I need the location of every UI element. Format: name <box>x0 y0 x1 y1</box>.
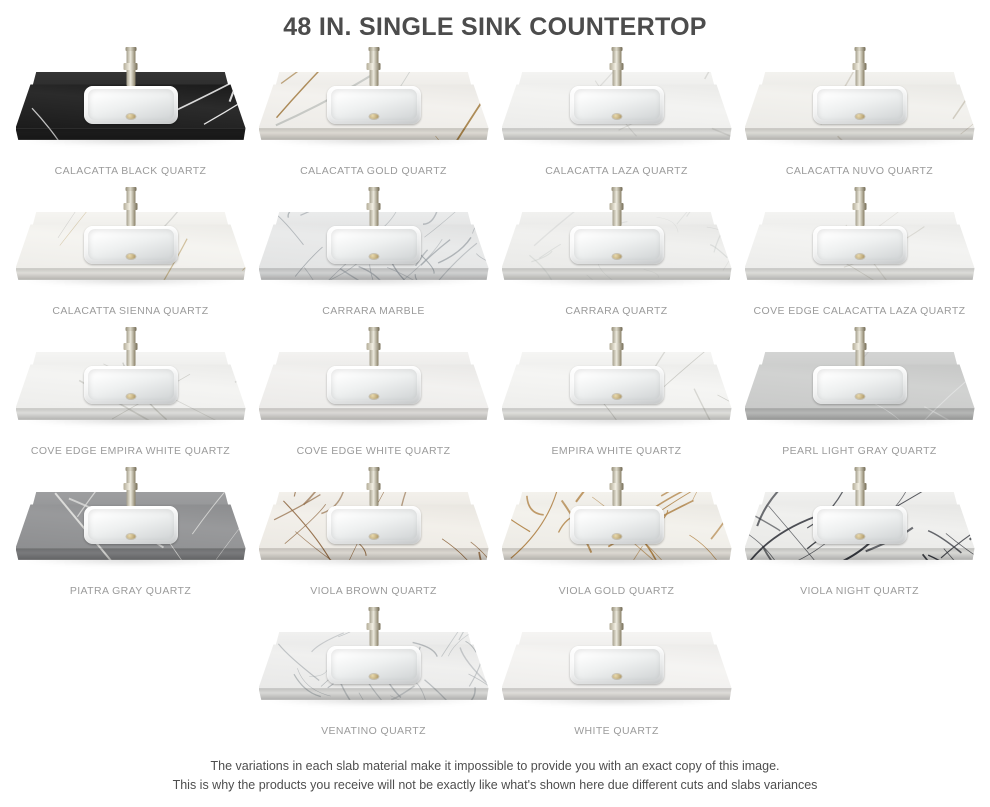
countertop-image <box>745 50 975 150</box>
faucet-collar <box>367 203 381 210</box>
faucet-icon <box>369 470 378 506</box>
sink-basin <box>570 226 664 264</box>
faucet-icon <box>369 610 378 646</box>
sink-basin <box>813 86 907 124</box>
sink-basin <box>327 226 421 264</box>
countertop-image <box>745 470 975 570</box>
product-tile[interactable] <box>9 50 252 190</box>
drain-icon <box>126 114 135 119</box>
disclaimer-line-1: The variations in each slab material make it impossible to provide you with an exact copy of this image. <box>210 759 780 773</box>
catalog-page <box>0 13 990 807</box>
faucet-collar <box>124 63 138 70</box>
product-label: VIOLA BROWN QUARTZ <box>310 585 437 597</box>
sink-basin <box>84 366 178 404</box>
sink-basin <box>813 506 907 544</box>
product-tile[interactable] <box>9 470 252 610</box>
sink-basin <box>327 646 421 684</box>
faucet-collar <box>610 483 624 490</box>
disclaimer <box>0 757 990 795</box>
countertop-image <box>16 50 246 150</box>
faucet-icon <box>369 330 378 366</box>
product-label: CALACATTA LAZA QUARTZ <box>545 165 688 177</box>
countertop-image <box>745 190 975 290</box>
faucet-icon <box>126 190 135 226</box>
sink-basin <box>813 366 907 404</box>
product-label: COVE EDGE WHITE QUARTZ <box>296 445 451 457</box>
sink-basin <box>813 226 907 264</box>
drain-icon <box>369 394 378 399</box>
faucet-icon <box>369 190 378 226</box>
product-label: PEARL LIGHT GRAY QUARTZ <box>782 445 937 457</box>
faucet-icon <box>855 470 864 506</box>
product-label: VIOLA NIGHT QUARTZ <box>800 585 919 597</box>
drain-icon <box>612 394 621 399</box>
product-tile[interactable] <box>252 190 495 330</box>
drain-icon <box>612 114 621 119</box>
countertop-image <box>502 330 732 430</box>
faucet-icon <box>855 330 864 366</box>
countertop-image <box>259 330 489 430</box>
product-label: VIOLA GOLD QUARTZ <box>558 585 675 597</box>
drain-icon <box>126 534 135 539</box>
product-label: CALACATTA GOLD QUARTZ <box>300 165 447 177</box>
product-tile[interactable] <box>738 330 981 470</box>
product-tile[interactable] <box>252 50 495 190</box>
faucet-collar <box>853 63 867 70</box>
faucet-collar <box>610 63 624 70</box>
product-tile[interactable] <box>495 50 738 190</box>
countertop-image <box>502 470 732 570</box>
faucet-icon <box>855 190 864 226</box>
faucet-collar <box>610 623 624 630</box>
product-label: COVE EDGE CALACATTA LAZA QUARTZ <box>753 305 966 317</box>
countertop-image <box>502 190 732 290</box>
drain-icon <box>855 394 864 399</box>
sink-basin <box>84 86 178 124</box>
product-tile[interactable] <box>495 330 738 470</box>
product-tile[interactable] <box>495 470 738 610</box>
drain-icon <box>855 534 864 539</box>
countertop-image <box>16 330 246 430</box>
drain-icon <box>369 114 378 119</box>
countertop-image <box>259 50 489 150</box>
product-label: CALACATTA SIENNA QUARTZ <box>52 305 209 317</box>
product-tile[interactable] <box>738 50 981 190</box>
product-tile[interactable] <box>252 330 495 470</box>
faucet-collar <box>124 483 138 490</box>
faucet-collar <box>367 63 381 70</box>
product-label: COVE EDGE EMPIRA WHITE QUARTZ <box>30 445 231 457</box>
faucet-icon <box>612 330 621 366</box>
product-tile[interactable] <box>9 190 252 330</box>
product-tile[interactable] <box>495 610 738 750</box>
faucet-collar <box>610 203 624 210</box>
countertop-image <box>502 610 732 710</box>
product-tile[interactable] <box>252 470 495 610</box>
product-grid <box>0 50 990 750</box>
sink-basin <box>570 646 664 684</box>
drain-icon <box>126 394 135 399</box>
product-label: WHITE QUARTZ <box>574 725 659 737</box>
drain-icon <box>369 534 378 539</box>
product-tile[interactable] <box>9 330 252 470</box>
faucet-icon <box>126 330 135 366</box>
countertop-image <box>259 610 489 710</box>
faucet-collar <box>853 483 867 490</box>
drain-icon <box>612 674 621 679</box>
sink-basin <box>327 366 421 404</box>
sink-basin <box>84 506 178 544</box>
drain-icon <box>855 254 864 259</box>
disclaimer-line-2: This is why the products you receive will not be exactly like what's shown here due different cuts and slabs variances <box>172 777 818 792</box>
countertop-image <box>259 470 489 570</box>
faucet-collar <box>367 623 381 630</box>
faucet-collar <box>367 343 381 350</box>
product-tile[interactable] <box>738 190 981 330</box>
faucet-collar <box>853 203 867 210</box>
faucet-icon <box>126 470 135 506</box>
sink-basin <box>570 506 664 544</box>
product-tile[interactable] <box>252 610 495 750</box>
countertop-image <box>259 190 489 290</box>
faucet-icon <box>612 190 621 226</box>
product-label: EMPIRA WHITE QUARTZ <box>551 445 682 457</box>
faucet-collar <box>124 203 138 210</box>
countertop-image <box>16 470 246 570</box>
product-label: CALACATTA NUVO QUARTZ <box>785 165 934 177</box>
faucet-collar <box>367 483 381 490</box>
product-label: CALACATTA BLACK QUARTZ <box>54 165 207 177</box>
countertop-image <box>745 330 975 430</box>
faucet-collar <box>610 343 624 350</box>
faucet-icon <box>369 50 378 86</box>
product-label: CARRARA MARBLE <box>322 305 425 317</box>
page-title: 48 IN. SINGLE SINK COUNTERTOP <box>283 13 707 41</box>
faucet-icon <box>855 50 864 86</box>
faucet-collar <box>124 343 138 350</box>
sink-basin <box>570 366 664 404</box>
faucet-collar <box>853 343 867 350</box>
product-label: VENATINO QUARTZ <box>321 725 426 737</box>
product-tile[interactable] <box>738 470 981 610</box>
drain-icon <box>369 254 378 259</box>
sink-basin <box>327 86 421 124</box>
drain-icon <box>612 534 621 539</box>
sink-basin <box>327 506 421 544</box>
faucet-icon <box>612 610 621 646</box>
sink-basin <box>84 226 178 264</box>
drain-icon <box>369 674 378 679</box>
drain-icon <box>855 114 864 119</box>
product-tile[interactable] <box>495 190 738 330</box>
faucet-icon <box>126 50 135 86</box>
sink-basin <box>570 86 664 124</box>
drain-icon <box>126 254 135 259</box>
faucet-icon <box>612 470 621 506</box>
drain-icon <box>612 254 621 259</box>
faucet-icon <box>612 50 621 86</box>
product-label: CARRARA QUARTZ <box>565 305 668 317</box>
product-label: PIATRA GRAY QUARTZ <box>69 585 192 597</box>
countertop-image <box>502 50 732 150</box>
countertop-image <box>16 190 246 290</box>
